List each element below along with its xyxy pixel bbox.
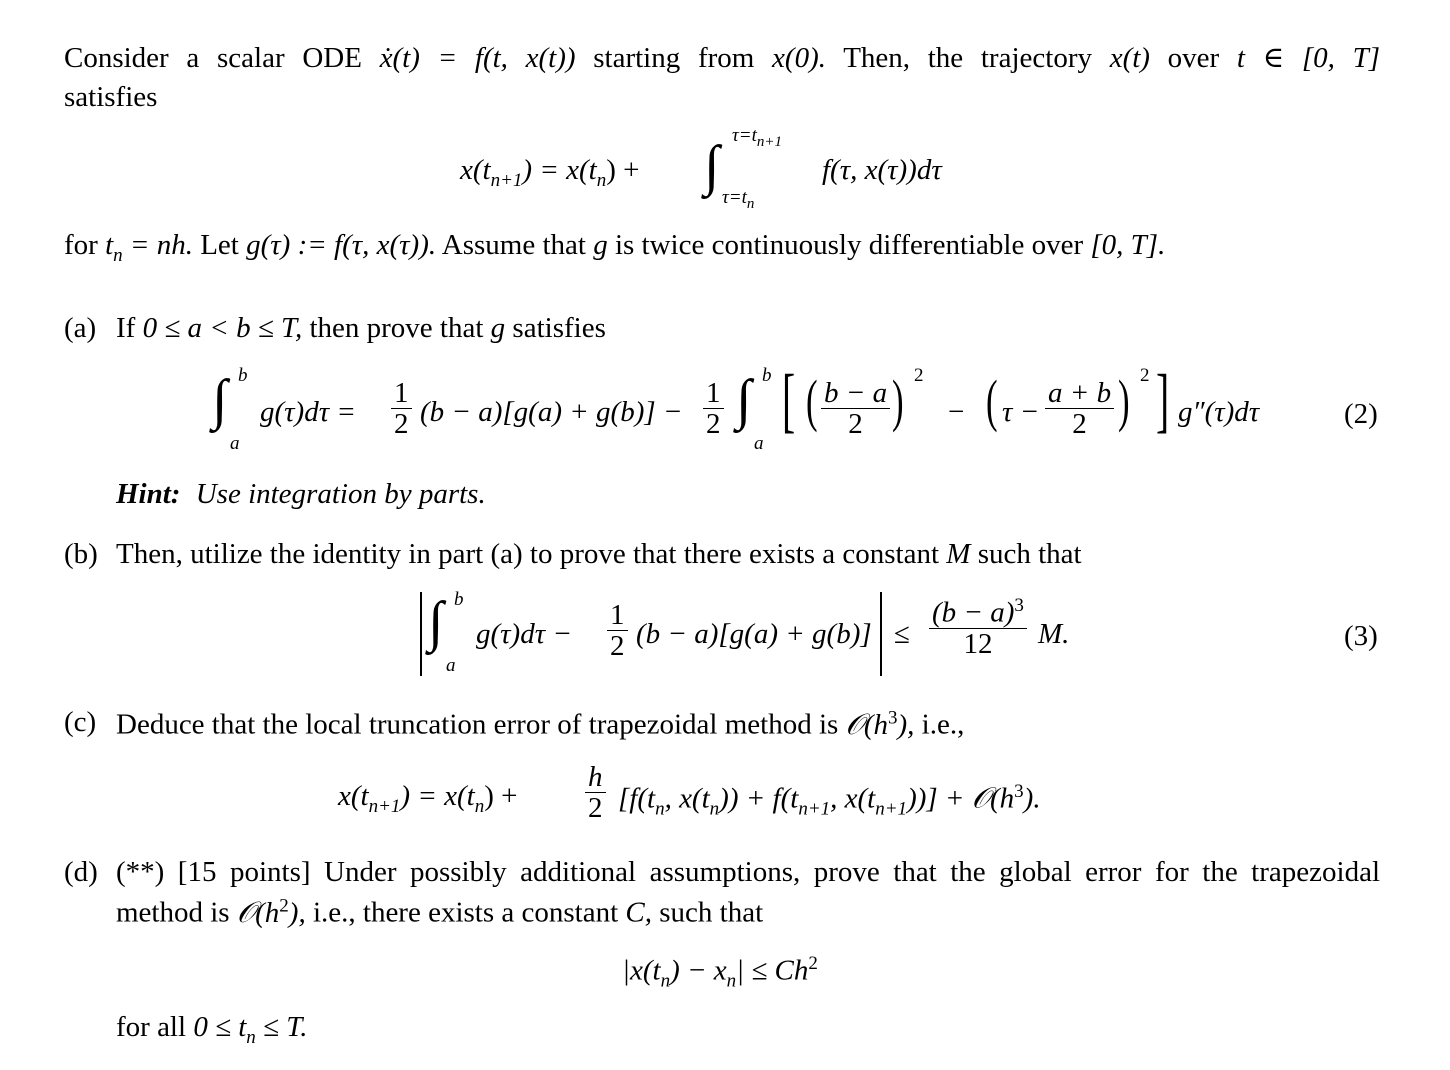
- intro3-text-1: for: [64, 229, 98, 261]
- ge-lhs-sub: n: [660, 970, 671, 992]
- g-definition: g(τ) := f(τ, x(τ)).: [246, 229, 437, 261]
- ge-tail-exp: 2: [808, 953, 818, 974]
- tn-rhs: = nh.: [129, 229, 193, 261]
- eq2-half-2: [703, 378, 724, 440]
- part-b-text-2: such that: [977, 538, 1082, 570]
- intro-text-3: Then, the trajectory: [843, 42, 1092, 74]
- hint: [116, 480, 486, 509]
- eq2-bracket-open: [: [782, 360, 796, 440]
- trap-frac-den: 2: [588, 792, 603, 825]
- trajectory: x(t): [1109, 42, 1150, 74]
- ge-lhs: |x(t: [622, 954, 661, 987]
- part-a-text-2: then prove that: [309, 312, 484, 344]
- part-d-order: [237, 897, 306, 929]
- trap-b1: [f(t: [618, 782, 656, 815]
- initial-value: x(0).: [772, 42, 826, 74]
- eq2-half-den: 2: [394, 408, 409, 441]
- eq3-leq: ≤: [894, 618, 910, 650]
- part-d-text-3: i.e., there exists a constant: [312, 896, 619, 929]
- eq2-frac-1: [821, 378, 890, 440]
- intro3-text-4: is twice continuously differentiable over: [614, 229, 1084, 261]
- trap-b6: ).: [1023, 782, 1041, 815]
- eq3-frac-den: 12: [963, 628, 993, 661]
- eq2-half: [391, 378, 412, 440]
- tn-t: t: [105, 229, 114, 261]
- interval-0T: [0, T].: [1090, 229, 1166, 261]
- eq3-half-den: 2: [610, 630, 625, 663]
- eq2-frac-2: [1045, 378, 1114, 440]
- part-c-order-close: ),: [897, 708, 915, 741]
- eq3-upper-limit: b: [454, 589, 464, 610]
- part-b-label: (b): [64, 538, 98, 570]
- part-d-C: C,: [625, 896, 653, 929]
- eq1-integrand: f(τ, x(τ))dτ: [822, 154, 942, 186]
- part-a-text-1: If: [116, 312, 136, 344]
- eq1-lower-sub: n: [746, 195, 755, 212]
- eq2-exponent-2: 2: [1140, 365, 1150, 386]
- equation-3: [418, 588, 1098, 678]
- eq1-mid: ) = x(t: [522, 154, 597, 186]
- eq2-exponent-1: 2: [914, 365, 924, 386]
- trap-b4: , x(t: [830, 782, 876, 815]
- trap-lhs-text: x(t: [338, 780, 369, 812]
- eq1-upper-sub: n+1: [756, 133, 783, 150]
- part-d-text-4: such that: [659, 896, 764, 929]
- eq2-integral-sign-2: ∫: [736, 369, 752, 431]
- intro3-text-2: Let: [200, 229, 239, 261]
- eq1-upper-text: τ=t: [732, 125, 757, 146]
- part-d-text-2: method is: [116, 896, 230, 929]
- intro-line-2: satisfies: [64, 81, 158, 113]
- equation-2-number: (2): [1344, 398, 1378, 430]
- intro3-text-3: Assume that: [441, 229, 586, 261]
- trap-b3-sub: n+1: [798, 798, 831, 820]
- eq3-lhs: g(τ)dτ −: [476, 618, 572, 650]
- part-d-final-math: [193, 1011, 308, 1048]
- eq2-lhs: g(τ)dτ =: [260, 396, 356, 428]
- part-c-order: [846, 709, 915, 741]
- g-symbol: g: [593, 229, 608, 261]
- equation-3-number: (3): [1344, 620, 1378, 652]
- eq3-frac-num: (b − a): [932, 596, 1015, 629]
- part-b-statement: [116, 540, 1082, 569]
- trapezoid-equation: [338, 758, 1178, 838]
- ge-mid: ) − x: [670, 954, 727, 987]
- trap-frac-num: h: [585, 762, 606, 793]
- eq3-lower-limit: a: [446, 655, 456, 676]
- eq2-lower-limit-2: a: [754, 433, 764, 454]
- part-c-text-2: i.e.,: [921, 708, 965, 741]
- trap-bracket: [618, 782, 1041, 818]
- part-b-text-1: Then, utilize the identity in part (a) to prove that there exists a constant: [116, 538, 940, 570]
- eq2-frac2-den: 2: [1072, 408, 1087, 441]
- part-c-statement: [116, 708, 964, 740]
- trap-b4-sub: n+1: [875, 798, 908, 820]
- trap-mid-sub: n: [474, 795, 485, 817]
- eq3-abs-right-bar: [880, 592, 882, 676]
- eq3-integral-sign: ∫: [428, 591, 444, 653]
- part-c-order-base: 𝒪(h: [845, 708, 888, 741]
- trap-b5: ))] + 𝒪(h: [907, 782, 1015, 815]
- part-d-line-2: [116, 896, 763, 928]
- trap-frac: [585, 762, 606, 824]
- eq1-lhs-text: x(t: [460, 154, 491, 186]
- part-c-order-exp: 3: [887, 707, 898, 728]
- eq2-lower-limit: a: [230, 433, 240, 454]
- eq2-paren-open-1: (: [806, 368, 818, 433]
- part-d-label: (d): [64, 856, 98, 888]
- eq2-half-num: 1: [391, 378, 412, 409]
- eq2-upper-limit-2: b: [762, 365, 772, 386]
- eq1-integral-sign: ∫: [704, 135, 720, 197]
- global-error-equation: [622, 954, 818, 990]
- final-m-2: ≤ T.: [263, 1011, 308, 1043]
- trap-b2: , x(t: [664, 782, 710, 815]
- eq2-tau: τ −: [1002, 396, 1040, 428]
- eq3-abs-left-bar: [420, 592, 422, 676]
- trap-lhs: [338, 782, 518, 816]
- trap-b2-sub: n: [709, 798, 720, 820]
- eq3-frac-num-exp: 3: [1014, 595, 1024, 616]
- part-b-M: M: [946, 538, 971, 570]
- part-d-order-exp: 2: [279, 895, 289, 916]
- part-d-text-1: (**) [15 points] Under possibly additional assumptions, prove that the global error for the trapezoidal: [116, 856, 1380, 888]
- eq1-lhs-sub: n+1: [490, 169, 523, 191]
- intro-line-1: [64, 44, 1380, 73]
- intro-line-3: [64, 231, 1165, 265]
- trap-b3: )) + f(t: [719, 782, 799, 815]
- eq1-lower-limit: [722, 188, 754, 212]
- eq2-upper-limit: b: [238, 365, 248, 386]
- eq2-paren-close-2: ): [1118, 368, 1130, 433]
- trap-lhs-sub: n+1: [368, 795, 401, 817]
- eq3-half-num: 1: [607, 600, 628, 631]
- eq3-mid: (b − a)[g(a) + g(b)]: [636, 618, 872, 650]
- part-d-final: [116, 1013, 307, 1047]
- trap-plus: ) +: [484, 780, 518, 812]
- eq2-frac1-den: 2: [848, 408, 863, 441]
- intro-text-4: over: [1167, 42, 1220, 74]
- eq2-frac2-num: a + b: [1045, 378, 1114, 409]
- time-interval: t ∈ [0, T]: [1236, 42, 1381, 74]
- eq1-upper-limit: [732, 126, 782, 150]
- trap-b5-exp: 3: [1014, 781, 1024, 802]
- part-a-condition: 0 ≤ a < b ≤ T,: [142, 312, 303, 344]
- intro-text-2: starting from: [593, 42, 755, 74]
- eq2-half2-den: 2: [706, 408, 721, 441]
- trap-b1-sub: n: [655, 798, 665, 820]
- hint-label: Hint:: [116, 478, 181, 510]
- eq2-frac1-num: b − a: [821, 378, 890, 409]
- eq2-minus: −: [948, 396, 965, 428]
- part-c-text-1: Deduce that the local truncation error of trapezoidal method is: [116, 708, 839, 741]
- tn-definition: [105, 229, 193, 266]
- eq1-mid-sub: n: [596, 169, 607, 191]
- part-d-order-close: ),: [288, 896, 306, 929]
- part-d-order-base: 𝒪(h: [236, 896, 280, 929]
- eq3-half: [607, 600, 628, 662]
- eq2-half2-num: 1: [703, 378, 724, 409]
- hint-text: Use integration by parts.: [195, 478, 486, 510]
- tn-sub: n: [113, 244, 123, 266]
- eq1-lhs: [460, 156, 640, 190]
- trap-mid: ) = x(t: [400, 780, 475, 812]
- final-m-1: 0 ≤ t: [193, 1011, 247, 1043]
- final-m-sub: n: [246, 1026, 256, 1048]
- eq2-bracket-close: ]: [1156, 360, 1170, 440]
- intro-line-1-justified: [64, 44, 1380, 73]
- part-a-text-3: satisfies: [512, 312, 606, 344]
- eq2-mid: (b − a)[g(a) + g(b)] −: [420, 396, 683, 428]
- eq2-paren-close-1: ): [892, 368, 904, 433]
- part-a-statement: [116, 314, 606, 343]
- part-a-g: g: [490, 312, 506, 344]
- eq1-lower-text: τ=t: [722, 187, 747, 208]
- eq2-integral-sign: ∫: [212, 369, 228, 431]
- eq3-tail: M.: [1038, 618, 1070, 650]
- eq2-tail: g″(τ)dτ: [1178, 396, 1260, 428]
- ge-mid-sub: n: [726, 970, 737, 992]
- equation-2: [212, 362, 1302, 462]
- part-d-final-text: for all: [116, 1011, 187, 1043]
- part-d-line-1: [116, 858, 1380, 887]
- eq1-plus: ) +: [606, 154, 640, 186]
- eq3-frac: [929, 596, 1027, 660]
- eq2-paren-open-2: (: [986, 368, 998, 433]
- part-c-label: (c): [64, 706, 97, 738]
- part-a-label: (a): [64, 312, 97, 344]
- ode-expression: ẋ(t) = f(t, x(t)): [379, 42, 576, 74]
- intro-text-1: Consider a scalar ODE: [64, 42, 362, 74]
- ge-tail: | ≤ Ch: [736, 954, 809, 987]
